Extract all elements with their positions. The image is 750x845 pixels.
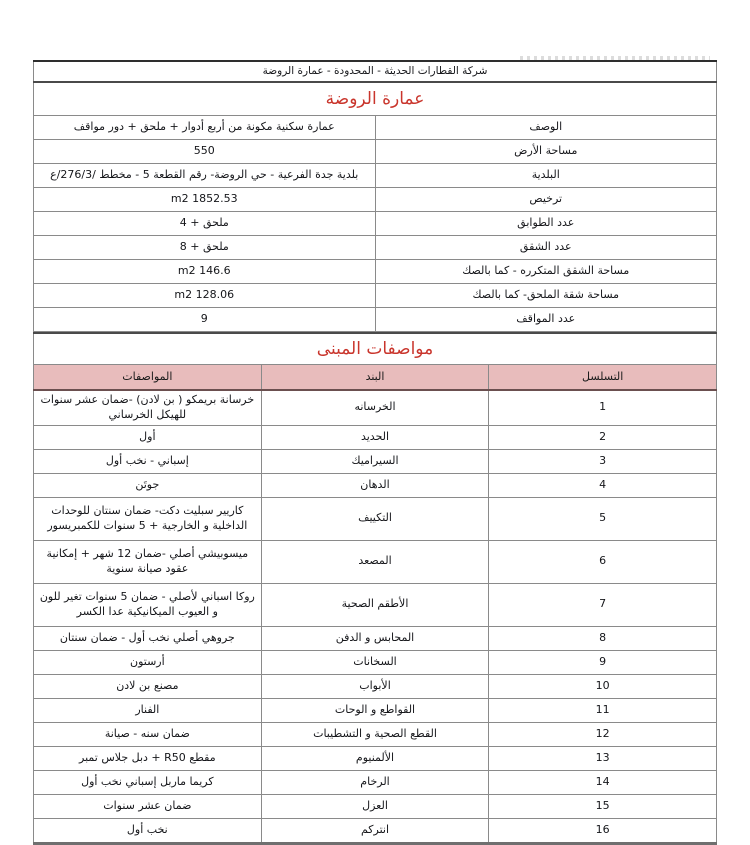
table-row xyxy=(34,449,717,473)
spec-row-item: القطع الصحية و التشطيبات xyxy=(261,722,489,746)
spec-row-spec: كاريير سبليت دكت- ضمان سنتان للوحدات الداخلية و الخارجية + 5 سنوات للكمبريسور xyxy=(34,497,262,540)
building-title-cell xyxy=(34,82,717,116)
info-row-label: مساحة الشقق المتكرره - كما بالصك xyxy=(375,260,717,284)
table-row xyxy=(34,140,717,164)
spec-row-spec: كريما ماربل إسباني نخب أول xyxy=(34,770,262,794)
table-row xyxy=(34,425,717,449)
column-header-seq: التسلسل xyxy=(489,365,717,391)
table-row xyxy=(34,188,717,212)
info-row-value: 146.6 m2 xyxy=(34,260,376,284)
company-header-row xyxy=(34,61,717,82)
spec-row-seq: 11 xyxy=(489,698,717,722)
spec-row-item: المحابس و الدفن xyxy=(261,626,489,650)
table-row xyxy=(34,308,717,332)
spec-row-item: التكييف xyxy=(261,497,489,540)
spec-row-seq: 4 xyxy=(489,473,717,497)
column-header-item: البند xyxy=(261,365,489,391)
spec-row-item: الأبواب xyxy=(261,674,489,698)
table-row xyxy=(34,722,717,746)
spec-row-item: الحديد xyxy=(261,425,489,449)
table-row xyxy=(34,746,717,770)
info-row-value: 128.06 m2 xyxy=(34,284,376,308)
info-row-label: عدد المواقف xyxy=(375,308,717,332)
spec-row-item: العزل xyxy=(261,794,489,818)
table-row xyxy=(34,164,717,188)
table-row xyxy=(34,650,717,674)
spec-row-seq: 16 xyxy=(489,818,717,843)
building-title-row xyxy=(34,82,717,116)
spec-row-spec: جوتَن xyxy=(34,473,262,497)
building-specs-table xyxy=(33,332,717,845)
info-row-value: عمارة سكنية مكونة من أربع أدوار + ملحق + دور مواقف xyxy=(34,116,376,140)
table-row xyxy=(34,284,717,308)
spec-row-item: السخانات xyxy=(261,650,489,674)
company-header-cell: شركة القطارات الحديثة - المحدودة - عمارة الروضة xyxy=(34,61,717,82)
info-row-label: مساحة شقة الملحق- كما بالصك xyxy=(375,284,717,308)
spec-row-seq: 15 xyxy=(489,794,717,818)
spec-row-seq: 10 xyxy=(489,674,717,698)
spec-row-spec: نخب أول xyxy=(34,818,262,843)
spec-row-seq: 6 xyxy=(489,540,717,583)
spec-row-spec: أرستون xyxy=(34,650,262,674)
info-row-value: ملحق + 4 xyxy=(34,212,376,236)
spec-row-seq: 2 xyxy=(489,425,717,449)
spec-title-cell xyxy=(34,333,717,365)
table-row xyxy=(34,770,717,794)
spec-title-row xyxy=(34,333,717,365)
spec-row-seq: 13 xyxy=(489,746,717,770)
spec-row-spec: ضمان سنه - صيانة xyxy=(34,722,262,746)
spec-row-spec: مصنع بن لادن xyxy=(34,674,262,698)
spec-row-seq: 3 xyxy=(489,449,717,473)
info-row-label: الوصف xyxy=(375,116,717,140)
spec-row-seq: 7 xyxy=(489,583,717,626)
table-row xyxy=(34,236,717,260)
spec-row-seq: 5 xyxy=(489,497,717,540)
building-specs-body xyxy=(34,333,717,843)
spec-row-seq: 9 xyxy=(489,650,717,674)
column-header-spec: المواصفات xyxy=(34,365,262,391)
spec-row-seq: 1 xyxy=(489,390,717,425)
table-row xyxy=(34,116,717,140)
spec-row-item: القواطع و الوحات xyxy=(261,698,489,722)
table-row xyxy=(34,497,717,540)
spec-row-spec: الفنار xyxy=(34,698,262,722)
info-row-value: بلدية جدة الفرعية - حي الروضة- رقم القطعة 5 - مخطط /276/3/ع xyxy=(34,164,376,188)
info-row-label: البلدية xyxy=(375,164,717,188)
spec-column-header-row xyxy=(34,365,717,391)
spec-row-spec: إسباني - نخب أول xyxy=(34,449,262,473)
spec-row-item: الخرسانه xyxy=(261,390,489,425)
table-row xyxy=(34,674,717,698)
spec-row-item: السيراميك xyxy=(261,449,489,473)
document-page xyxy=(33,0,717,836)
table-row xyxy=(34,583,717,626)
spec-row-seq: 8 xyxy=(489,626,717,650)
info-row-label: مساحة الأرض xyxy=(375,140,717,164)
table-row xyxy=(34,794,717,818)
table-row xyxy=(34,818,717,843)
table-row xyxy=(34,626,717,650)
info-row-label: عدد الطوابق xyxy=(375,212,717,236)
info-row-value: 550 xyxy=(34,140,376,164)
spec-row-item: الرخام xyxy=(261,770,489,794)
spec-row-item: الألمنيوم xyxy=(261,746,489,770)
spec-row-item: الأطقم الصحية xyxy=(261,583,489,626)
spec-row-spec: ضمان عشر سنوات xyxy=(34,794,262,818)
info-row-value: ملحق + 8 xyxy=(34,236,376,260)
spec-row-spec: مقطع R50 + دبل جلاس تمبر xyxy=(34,746,262,770)
table-row xyxy=(34,390,717,425)
spec-row-item: المصعد xyxy=(261,540,489,583)
spec-row-spec: أول xyxy=(34,425,262,449)
building-title-text: عمارة الروضة xyxy=(325,88,425,109)
spec-row-spec: روكا اسباني لأصلي - ضمان 5 سنوات تغير للون و العيوب الميكانيكية عدا الكسر xyxy=(34,583,262,626)
info-row-label: عدد الشقق xyxy=(375,236,717,260)
spec-row-item: الدهان xyxy=(261,473,489,497)
spec-row-spec: ميسوبيشي أصلي -ضمان 12 شهر + إمكانية عقود صيانة سنوية xyxy=(34,540,262,583)
spec-row-spec: خرسانة بريمكو ( بن لادن) -ضمان عشر سنوات للهيكل الخرساني xyxy=(34,390,262,425)
table-row xyxy=(34,698,717,722)
spec-row-seq: 12 xyxy=(489,722,717,746)
table-row xyxy=(34,212,717,236)
info-row-value: 1852.53 m2 xyxy=(34,188,376,212)
spec-row-spec: جروهي أصلي نخب أول - ضمان سنتان xyxy=(34,626,262,650)
table-row xyxy=(34,260,717,284)
spec-title-text: مواصفات المبنى xyxy=(316,338,434,359)
spec-row-seq: 14 xyxy=(489,770,717,794)
info-row-label: ترخيص xyxy=(375,188,717,212)
info-row-value: 9 xyxy=(34,308,376,332)
spec-row-item: انتركم xyxy=(261,818,489,843)
table-row xyxy=(34,473,717,497)
table-row xyxy=(34,540,717,583)
